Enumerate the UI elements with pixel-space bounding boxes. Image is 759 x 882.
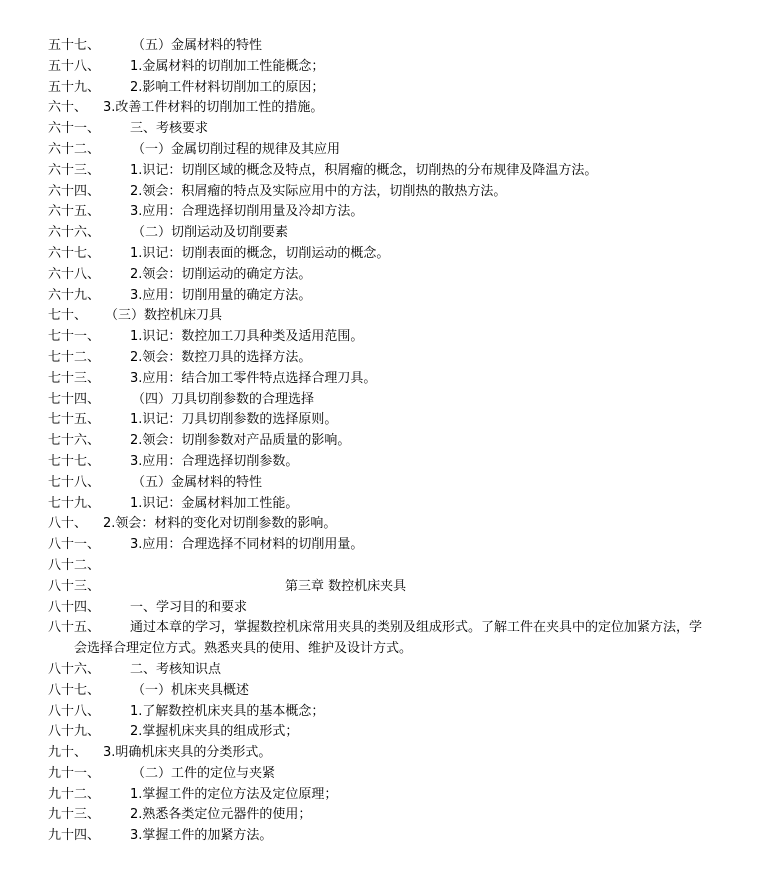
list-item (0, 36, 759, 57)
item-number: 七十二、 (48, 349, 101, 365)
item-number: 八十九、 (48, 724, 101, 740)
item-number: 五十七、 (48, 38, 101, 53)
item-text: 1.识记：刀具切削参数的选择原则。 (130, 412, 338, 428)
item-number: 八十三、 (48, 578, 101, 594)
item-text: （二）工件的定位与夹紧 (132, 765, 276, 781)
item-number: 九十三、 (48, 807, 101, 823)
chapter-title: 第三章 数控机床夹具 (285, 578, 407, 594)
item-text: 3.应用：合理选择切削用量及冷却方法。 (130, 204, 364, 220)
item-text: （五）金属材料的特性 (132, 474, 263, 490)
list-item (0, 223, 759, 244)
item-text: （一）机床夹具概述 (132, 682, 250, 698)
list-item (0, 681, 759, 702)
item-number: 九十四、 (48, 828, 101, 844)
item-text: 二、考核知识点 (130, 661, 222, 677)
item-number: 七十九、 (48, 495, 101, 511)
item-text: （一）金属切削过程的规律及其应用 (132, 141, 341, 157)
list-item (0, 119, 759, 140)
item-text: 1.了解数控机床夹具的基本概念； (130, 703, 325, 719)
item-number: 六十三、 (48, 162, 101, 178)
item-number: 八十四、 (48, 599, 101, 615)
list-item (0, 743, 759, 764)
item-number: 八十五、 (48, 620, 101, 636)
list-item (0, 244, 759, 265)
document-body (0, 36, 759, 847)
list-item (0, 265, 759, 286)
item-text: 2.掌握机床夹具的组成形式； (130, 724, 299, 740)
list-item (0, 535, 759, 556)
item-number: 七十六、 (48, 433, 101, 449)
item-text: 2.熟悉各类定位元器件的使用； (130, 807, 312, 823)
item-number: 六十、 (48, 100, 88, 116)
item-text: （三）数控机床刀具 (105, 308, 223, 324)
item-text: 3.应用：切削用量的确定方法。 (130, 287, 312, 303)
item-text: 1.金属材料的切削加工性能概念； (130, 58, 325, 74)
list-item (0, 202, 759, 223)
item-number: 七十三、 (48, 370, 101, 386)
item-number: 七十八、 (48, 474, 101, 490)
item-number: 九十二、 (48, 786, 101, 802)
list-item (0, 140, 759, 161)
item-text: 1.识记：切削表面的概念，切削运动的概念。 (130, 245, 390, 261)
item-text: 2.领会：积屑瘤的特点及实际应用中的方法，切削热的散热方法。 (130, 183, 507, 199)
item-text: 1.识记：金属材料加工性能。 (130, 495, 299, 511)
list-item (0, 722, 759, 743)
item-number: 五十九、 (48, 79, 101, 95)
item-text: 2.领会：切削运动的确定方法。 (130, 266, 312, 282)
item-text: （五）金属材料的特性 (132, 38, 263, 53)
item-text: 3.掌握工件的加紧方法。 (130, 828, 273, 844)
item-text: （二）切削运动及切削要素 (132, 225, 289, 241)
item-text: 2.影响工件材料切削加工的原因； (130, 79, 325, 95)
list-item (0, 473, 759, 494)
item-text: （四）刀具切削参数的合理选择 (132, 391, 315, 407)
item-text: 1.识记：切削区域的概念及特点，积屑瘤的概念，切削热的分布规律及降温方法。 (130, 162, 598, 178)
list-item (0, 702, 759, 723)
item-number: 九十一、 (48, 765, 101, 781)
list-item (0, 390, 759, 411)
list-item (0, 785, 759, 806)
list-item (0, 369, 759, 390)
item-number: 六十四、 (48, 183, 101, 199)
item-number: 七十一、 (48, 329, 101, 345)
item-number: 七十、 (48, 308, 88, 324)
item-number: 六十二、 (48, 141, 101, 157)
list-item (0, 161, 759, 182)
item-number: 六十七、 (48, 245, 101, 261)
item-number: 七十七、 (48, 453, 101, 469)
item-number: 六十六、 (48, 225, 101, 241)
list-item (0, 577, 759, 598)
list-item (0, 286, 759, 307)
item-text: 三、考核要求 (130, 121, 209, 137)
item-text: 3.应用：合理选择切削参数。 (130, 453, 299, 469)
list-item (0, 57, 759, 78)
item-number: 六十九、 (48, 287, 101, 303)
item-number: 八十七、 (48, 682, 101, 698)
item-text-continuation: 会选择合理定位方式。熟悉夹具的使用、维护及设计方式。 (74, 641, 413, 657)
item-number: 九十、 (48, 745, 88, 761)
list-item (0, 826, 759, 847)
list-item (0, 452, 759, 473)
item-text: 通过本章的学习，掌握数控机床常用夹具的类别及组成形式。了解工件在夹具中的定位加紧方法，学 (130, 620, 703, 636)
list-item (0, 494, 759, 515)
item-number: 八十六、 (48, 661, 101, 677)
item-text: 2.领会：材料的变化对切削参数的影响。 (103, 516, 337, 532)
item-number: 八十二、 (48, 557, 101, 573)
list-item (0, 306, 759, 327)
item-number: 七十四、 (48, 391, 101, 407)
list-item (0, 660, 759, 681)
item-text: 2.领会：切削参数对产品质量的影响。 (130, 433, 351, 449)
list-item (0, 78, 759, 99)
item-number: 八十八、 (48, 703, 101, 719)
item-number: 六十五、 (48, 204, 101, 220)
list-item (0, 431, 759, 452)
list-item (0, 182, 759, 203)
item-text: 一、学习目的和要求 (130, 599, 248, 615)
item-number: 八十、 (48, 516, 88, 532)
item-text: 3.应用：合理选择不同材料的切削用量。 (130, 537, 364, 553)
item-number: 七十五、 (48, 412, 101, 428)
item-text: 2.领会：数控刀具的选择方法。 (130, 349, 312, 365)
list-item (0, 410, 759, 431)
list-item (0, 556, 759, 577)
list-item (0, 514, 759, 535)
list-item (0, 764, 759, 785)
list-item (0, 348, 759, 369)
list-item (0, 805, 759, 826)
list-item (0, 618, 759, 660)
item-text: 1.掌握工件的定位方法及定位原理； (130, 786, 338, 802)
item-number: 六十八、 (48, 266, 101, 282)
item-text: 3.应用：结合加工零件特点选择合理刀具。 (130, 370, 377, 386)
item-text: 3.改善工件材料的切削加工性的措施。 (103, 100, 324, 116)
item-number: 六十一、 (48, 121, 101, 137)
item-number: 八十一、 (48, 537, 101, 553)
list-item (0, 598, 759, 619)
item-number: 五十八、 (48, 58, 101, 74)
item-text: 3.明确机床夹具的分类形式。 (103, 745, 272, 761)
item-text: 1.识记：数控加工刀具种类及适用范围。 (130, 329, 364, 345)
list-item (0, 98, 759, 119)
list-item (0, 327, 759, 348)
